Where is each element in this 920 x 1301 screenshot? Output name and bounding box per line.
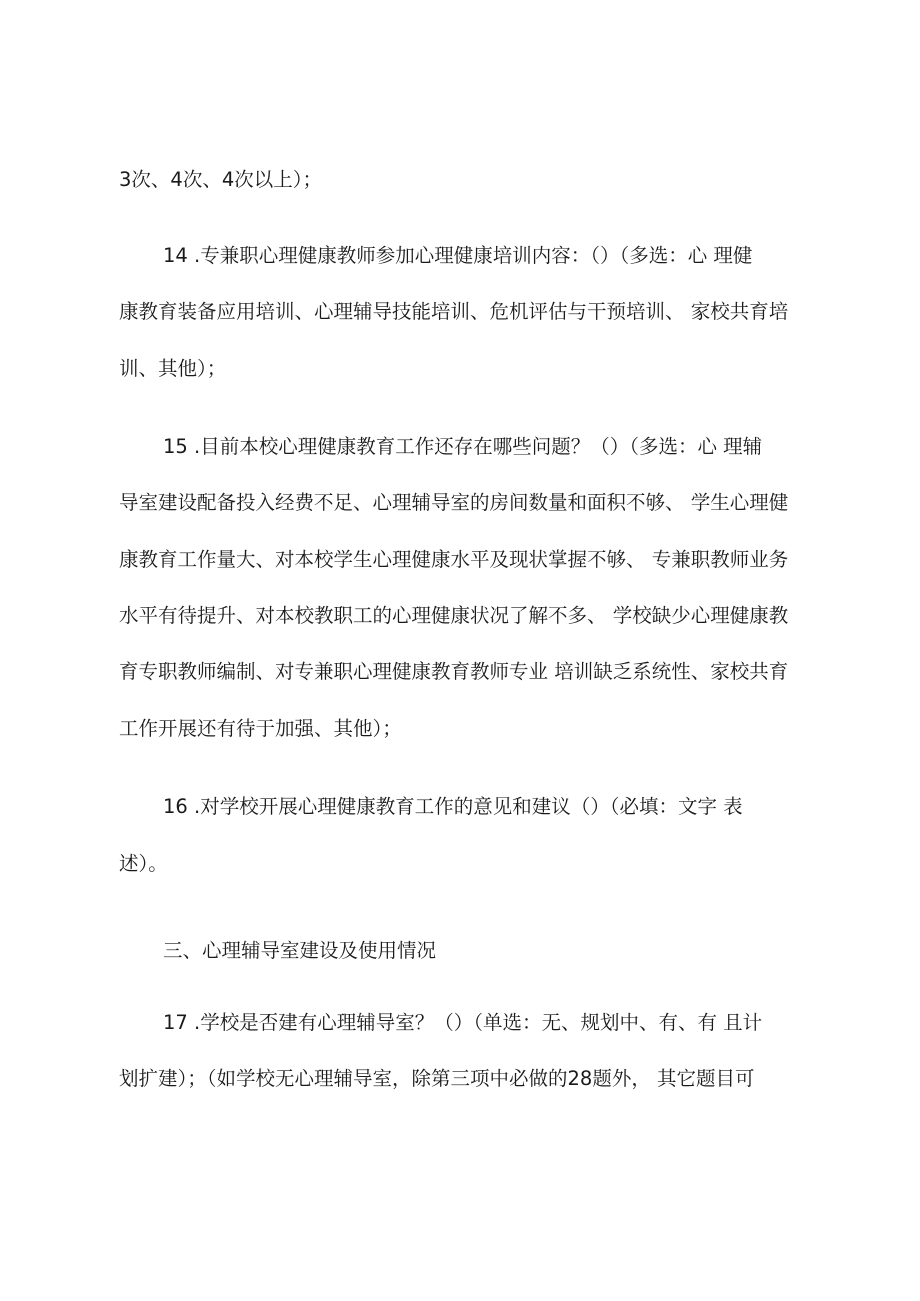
question-16-line-2: 述）。	[119, 852, 168, 875]
question-15-line-5: 育专职教师编制、对专兼职心理健康教育教师专业 培训缺乏系统性、家校共育	[119, 660, 789, 683]
question-15-line-4: 水平有待提升、对本校教职工的心理健康状况了解不多、 学校缺少心理健康教	[119, 604, 789, 627]
question-14-line-3: 训、其他）；	[119, 357, 227, 380]
text-line-q13-end: 3次、4次、4次以上）；	[119, 168, 322, 191]
question-17-line-2: 划扩建）；（如学校无心理辅导室，除第三项中必做的28题外， 其它题目可	[119, 1067, 755, 1090]
question-15-line-6: 工作开展还有待于加强、其他）；	[119, 717, 402, 740]
question-15-line-2: 导室建设配备投入经费不足、心理辅导室的房间数量和面积不够、 学生心理健	[119, 491, 789, 514]
question-14-line-1: 14 .专兼职心理健康教师参加心理健康培训内容：（）（多选：心 理健	[163, 244, 753, 267]
section-heading-3: 三、心理辅导室建设及使用情况	[163, 939, 437, 962]
question-16-line-1: 16 .对学校开展心理健康教育工作的意见和建议（）（必填：文字 表	[163, 795, 743, 818]
question-17-line-1: 17 .学校是否建有心理辅导室？（）（单选：无、规划中、有、有 且计	[163, 1011, 763, 1034]
question-15-line-1: 15 .目前本校心理健康教育工作还存在哪些问题？（）（多选：心 理辅	[163, 435, 763, 458]
question-15-line-3: 康教育工作量大、对本校学生心理健康水平及现状掌握不够、 专兼职教师业务	[119, 548, 789, 571]
question-14-line-2: 康教育装备应用培训、心理辅导技能培训、危机评估与干预培训、 家校共育培	[119, 300, 789, 323]
